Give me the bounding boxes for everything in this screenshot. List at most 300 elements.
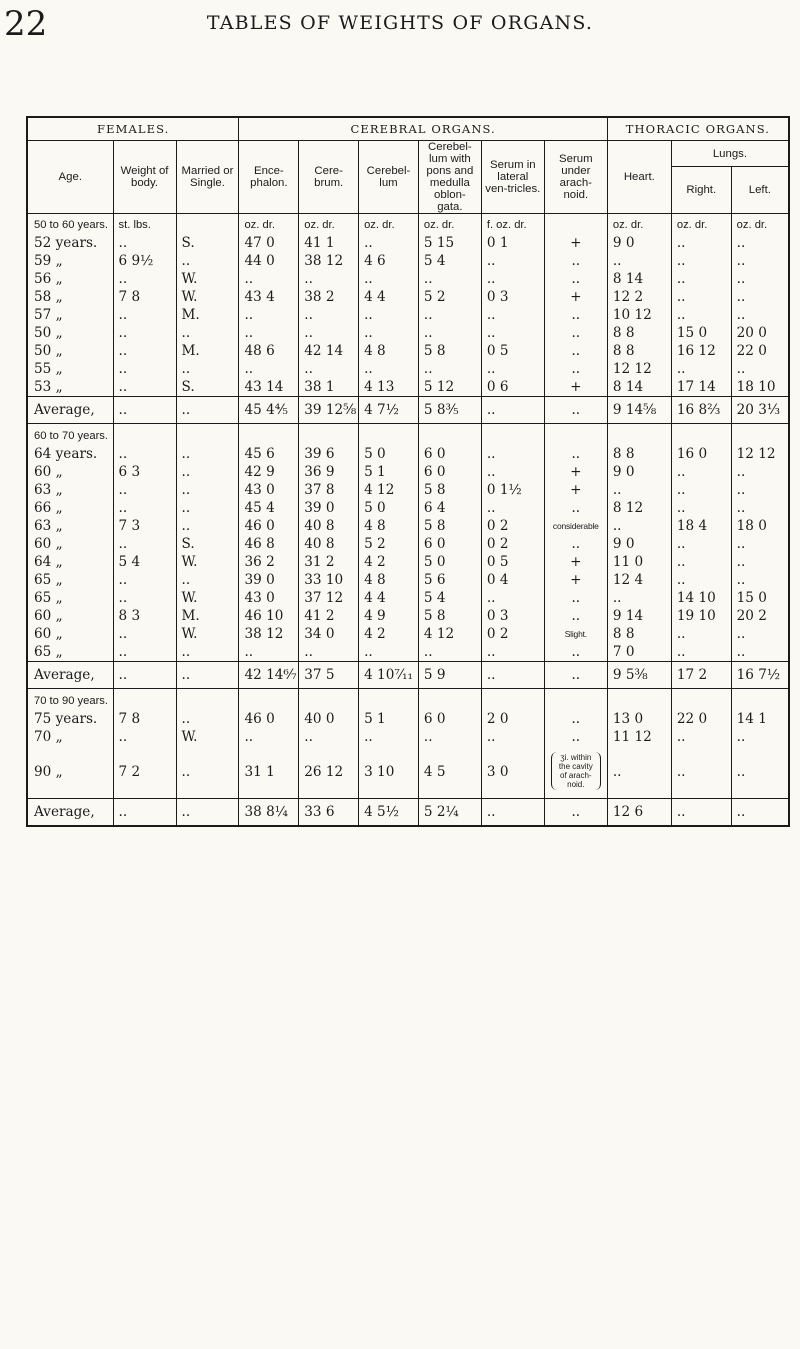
cell-lung-left: 15 0 — [731, 589, 789, 607]
cell-pons: 5 4 — [418, 252, 481, 270]
cell-cerebellum: 4 6 — [359, 252, 419, 270]
empty-cell — [671, 689, 731, 711]
cell-weight: .. — [113, 643, 176, 662]
empty-cell — [113, 424, 176, 446]
cell-encephalon: .. — [239, 728, 299, 746]
cell-pons: 6 4 — [418, 499, 481, 517]
cell-lung-left: 20 2 — [731, 607, 789, 625]
cell-age: 65 „ — [27, 643, 113, 662]
empty-cell — [299, 424, 359, 446]
cell-encephalon: 43 0 — [239, 481, 299, 499]
cell-serum-ventricles: .. — [481, 360, 544, 378]
cell-heart: 8 8 — [607, 445, 671, 463]
cell-lung-left: .. — [731, 360, 789, 378]
cell-married: W. — [176, 288, 239, 306]
cell-serum-ventricles: .. — [481, 252, 544, 270]
cell-encephalon: 48 6 — [239, 342, 299, 360]
average-cerebellum: 4 10⁷⁄₁₁ — [359, 662, 419, 689]
cell-lung-left: .. — [731, 306, 789, 324]
average-encephalon: 45 4⅘ — [239, 397, 299, 424]
table-row — [27, 499, 789, 517]
empty-cell — [359, 689, 419, 711]
average-row — [27, 799, 789, 827]
cell-cerebellum: 4 8 — [359, 517, 419, 535]
average-serum-ventricles: .. — [481, 662, 544, 689]
cell-heart: 8 14 — [607, 270, 671, 288]
section-header-row — [27, 424, 789, 446]
cell-pons: 6 0 — [418, 710, 481, 728]
average-cerebrum: 33 6 — [299, 799, 359, 827]
cell-weight: .. — [113, 234, 176, 252]
empty-cell — [176, 424, 239, 446]
table-row — [27, 728, 789, 746]
cell-weight: 5 4 — [113, 553, 176, 571]
cell-cerebrum: 42 14 — [299, 342, 359, 360]
cell-pons: .. — [418, 306, 481, 324]
col-lungs: Lungs. — [671, 141, 789, 167]
cell-age: 64 „ — [27, 553, 113, 571]
cell-age: 57 „ — [27, 306, 113, 324]
cell-encephalon: 46 8 — [239, 535, 299, 553]
page-number: 22 — [4, 4, 48, 44]
cell-age: 60 „ — [27, 625, 113, 643]
cell-cerebellum: 3 10 — [359, 746, 419, 799]
unit-cell: oz. dr. — [299, 214, 359, 235]
cell-pons: 5 4 — [418, 589, 481, 607]
cell-lung-right: .. — [671, 728, 731, 746]
cell-cerebrum: 34 0 — [299, 625, 359, 643]
section-label: 70 to 90 years. — [27, 689, 113, 711]
empty-cell — [607, 424, 671, 446]
section-label: 60 to 70 years. — [27, 424, 113, 446]
cell-age: 60 „ — [27, 535, 113, 553]
cell-pons: 5 6 — [418, 571, 481, 589]
cell-cerebellum: .. — [359, 728, 419, 746]
cell-weight: .. — [113, 270, 176, 288]
cell-encephalon: 45 6 — [239, 445, 299, 463]
cell-lung-left: .. — [731, 234, 789, 252]
cell-serum-ventricles: 3 0 — [481, 746, 544, 799]
average-pons: 5 8⅗ — [418, 397, 481, 424]
cell-heart: 8 8 — [607, 625, 671, 643]
cell-cerebellum: 4 9 — [359, 607, 419, 625]
cell-lung-right: .. — [671, 553, 731, 571]
cell-weight: 8 3 — [113, 607, 176, 625]
average-lung-left: 16 7½ — [731, 662, 789, 689]
cell-lung-right: .. — [671, 643, 731, 662]
cell-encephalon: 46 0 — [239, 710, 299, 728]
cell-heart: .. — [607, 517, 671, 535]
empty-cell — [607, 689, 671, 711]
cell-lung-left: 18 0 — [731, 517, 789, 535]
cell-age: 60 „ — [27, 607, 113, 625]
cell-married: .. — [176, 445, 239, 463]
empty-cell — [299, 689, 359, 711]
table-row — [27, 607, 789, 625]
cell-weight: .. — [113, 324, 176, 342]
cell-lung-right: .. — [671, 463, 731, 481]
table-row — [27, 643, 789, 662]
cell-encephalon: .. — [239, 643, 299, 662]
cell-lung-left: .. — [731, 270, 789, 288]
cell-age: 59 „ — [27, 252, 113, 270]
cell-cerebellum: 4 8 — [359, 571, 419, 589]
cell-married: M. — [176, 607, 239, 625]
cell-serum-arachnoid: .. — [544, 710, 607, 728]
cell-encephalon: 46 0 — [239, 517, 299, 535]
cell-encephalon: .. — [239, 306, 299, 324]
cell-heart: .. — [607, 589, 671, 607]
table-row — [27, 234, 789, 252]
cell-cerebellum: 4 8 — [359, 342, 419, 360]
cell-heart: 12 12 — [607, 360, 671, 378]
cell-weight: .. — [113, 445, 176, 463]
table-row — [27, 342, 789, 360]
cell-encephalon: 38 12 — [239, 625, 299, 643]
cell-serum-arachnoid: .. — [544, 728, 607, 746]
col-lung-left: Left. — [731, 167, 789, 214]
cell-heart: .. — [607, 481, 671, 499]
cell-cerebrum: .. — [299, 728, 359, 746]
cell-married: M. — [176, 342, 239, 360]
cell-married: .. — [176, 643, 239, 662]
average-cerebrum: 37 5 — [299, 662, 359, 689]
cell-serum-ventricles: 0 5 — [481, 342, 544, 360]
cell-lung-right: .. — [671, 360, 731, 378]
cell-serum-ventricles: .. — [481, 270, 544, 288]
cell-married: .. — [176, 324, 239, 342]
average-heart: 9 14⅝ — [607, 397, 671, 424]
empty-cell — [481, 689, 544, 711]
average-heart: 9 5⅜ — [607, 662, 671, 689]
cell-lung-right: .. — [671, 252, 731, 270]
cell-cerebrum: 26 12 — [299, 746, 359, 799]
cell-age: 50 „ — [27, 324, 113, 342]
cell-married: .. — [176, 360, 239, 378]
cell-serum-ventricles: 0 2 — [481, 517, 544, 535]
empty-cell — [176, 689, 239, 711]
cell-encephalon: 44 0 — [239, 252, 299, 270]
average-weight: .. — [113, 397, 176, 424]
unit-cell — [544, 214, 607, 235]
average-lung-left: 20 3⅓ — [731, 397, 789, 424]
cell-age: 65 „ — [27, 589, 113, 607]
cell-cerebellum: 4 13 — [359, 378, 419, 397]
unit-cell — [176, 214, 239, 235]
cell-heart: .. — [607, 746, 671, 799]
cell-serum-arachnoid: .. — [544, 607, 607, 625]
cell-cerebrum: .. — [299, 360, 359, 378]
unit-cell: oz. dr. — [607, 214, 671, 235]
cell-weight: 7 2 — [113, 746, 176, 799]
cell-married: .. — [176, 252, 239, 270]
cell-age: 60 „ — [27, 463, 113, 481]
empty-cell — [418, 689, 481, 711]
cell-heart: 13 0 — [607, 710, 671, 728]
cell-cerebrum: 39 6 — [299, 445, 359, 463]
cell-serum-arachnoid: .. — [544, 252, 607, 270]
empty-cell — [731, 689, 789, 711]
cell-cerebrum: .. — [299, 324, 359, 342]
col-cerebellum: Cerebel-lum — [359, 141, 419, 214]
cell-pons: .. — [418, 270, 481, 288]
table-row — [27, 252, 789, 270]
cell-lung-left: .. — [731, 463, 789, 481]
cell-heart: 8 12 — [607, 499, 671, 517]
cell-married: .. — [176, 463, 239, 481]
average-serum-ventricles: .. — [481, 397, 544, 424]
cell-heart: 11 12 — [607, 728, 671, 746]
cell-weight: 6 3 — [113, 463, 176, 481]
col-serum-arachnoid: Serum under arach-noid. — [544, 141, 607, 214]
cell-pons: .. — [418, 360, 481, 378]
arachnoid-note: ʒi. within the cavity of arach-noid. — [551, 752, 601, 790]
cell-married: W. — [176, 728, 239, 746]
cell-lung-right: .. — [671, 234, 731, 252]
cell-married: S. — [176, 234, 239, 252]
cell-serum-ventricles: .. — [481, 306, 544, 324]
cell-age: 63 „ — [27, 517, 113, 535]
table-row — [27, 306, 789, 324]
average-heart: 12 6 — [607, 799, 671, 827]
cell-serum-ventricles: 0 6 — [481, 378, 544, 397]
cell-age: 66 „ — [27, 499, 113, 517]
cell-married: .. — [176, 481, 239, 499]
average-cerebellum: 4 5½ — [359, 799, 419, 827]
cell-lung-right: 18 4 — [671, 517, 731, 535]
cell-heart: 9 14 — [607, 607, 671, 625]
cell-heart: 9 0 — [607, 535, 671, 553]
table-row — [27, 710, 789, 728]
table-row — [27, 445, 789, 463]
average-serum-arachnoid: .. — [544, 397, 607, 424]
average-cerebrum: 39 12⅝ — [299, 397, 359, 424]
unit-cell: oz. dr. — [359, 214, 419, 235]
table-row — [27, 481, 789, 499]
cell-weight: .. — [113, 378, 176, 397]
cell-married: M. — [176, 306, 239, 324]
cell-serum-arachnoid: + — [544, 481, 607, 499]
average-lung-right: 17 2 — [671, 662, 731, 689]
table-row — [27, 553, 789, 571]
cell-serum-arachnoid: + — [544, 234, 607, 252]
units-row — [27, 214, 789, 235]
average-age: Average, — [27, 799, 113, 827]
cell-cerebrum: 33 10 — [299, 571, 359, 589]
cell-cerebrum: 39 0 — [299, 499, 359, 517]
cell-cerebellum: .. — [359, 324, 419, 342]
cell-age: 70 „ — [27, 728, 113, 746]
cell-pons: 5 8 — [418, 481, 481, 499]
cell-married: .. — [176, 571, 239, 589]
cell-serum-ventricles: .. — [481, 728, 544, 746]
col-serum-ventricles: Serum in lateral ven-tricles. — [481, 141, 544, 214]
cell-cerebrum: 31 2 — [299, 553, 359, 571]
cell-weight: 7 8 — [113, 710, 176, 728]
cell-age: 56 „ — [27, 270, 113, 288]
cell-serum-ventricles: 0 2 — [481, 625, 544, 643]
cell-cerebellum: 5 0 — [359, 445, 419, 463]
cell-pons: .. — [418, 324, 481, 342]
cell-pons: .. — [418, 643, 481, 662]
cell-cerebrum: 36 9 — [299, 463, 359, 481]
average-encephalon: 42 14⁶⁄₇ — [239, 662, 299, 689]
empty-cell — [113, 689, 176, 711]
cell-weight: .. — [113, 481, 176, 499]
cell-lung-right: .. — [671, 535, 731, 553]
average-row — [27, 662, 789, 689]
col-lung-right: Right. — [671, 167, 731, 214]
cell-serum-arachnoid: .. — [544, 306, 607, 324]
cell-cerebellum: 4 4 — [359, 589, 419, 607]
cell-lung-right: 14 10 — [671, 589, 731, 607]
section-header-row — [27, 689, 789, 711]
cell-weight: .. — [113, 360, 176, 378]
cell-weight: .. — [113, 306, 176, 324]
cell-pons: 6 0 — [418, 463, 481, 481]
cell-cerebrum: 40 8 — [299, 535, 359, 553]
cell-married: W. — [176, 625, 239, 643]
cell-married: .. — [176, 710, 239, 728]
cell-cerebellum: 5 1 — [359, 710, 419, 728]
cell-cerebrum: 37 12 — [299, 589, 359, 607]
cell-lung-left: .. — [731, 746, 789, 799]
average-pons: 5 9 — [418, 662, 481, 689]
cell-cerebrum: 38 2 — [299, 288, 359, 306]
page-title: TABLES OF WEIGHTS OF ORGANS. — [206, 12, 594, 34]
cell-serum-arachnoid: + — [544, 378, 607, 397]
table-row — [27, 324, 789, 342]
cell-pons: 6 0 — [418, 445, 481, 463]
cell-encephalon: 45 4 — [239, 499, 299, 517]
cell-heart: 7 0 — [607, 643, 671, 662]
cell-cerebrum: 41 1 — [299, 234, 359, 252]
cell-cerebrum: .. — [299, 270, 359, 288]
cell-cerebellum: 5 1 — [359, 463, 419, 481]
group-thoracic: THORACIC ORGANS. — [607, 117, 789, 141]
cell-cerebellum: .. — [359, 306, 419, 324]
cell-encephalon: 36 2 — [239, 553, 299, 571]
empty-cell — [544, 424, 607, 446]
cell-married: S. — [176, 378, 239, 397]
table-row — [27, 517, 789, 535]
cell-age: 50 „ — [27, 342, 113, 360]
cell-heart: 11 0 — [607, 553, 671, 571]
cell-lung-left: .. — [731, 499, 789, 517]
cell-weight: .. — [113, 728, 176, 746]
average-married: .. — [176, 397, 239, 424]
cell-lung-right: 16 12 — [671, 342, 731, 360]
average-married: .. — [176, 799, 239, 827]
cell-serum-arachnoid — [544, 746, 607, 799]
cell-cerebrum: 38 12 — [299, 252, 359, 270]
cell-encephalon: 47 0 — [239, 234, 299, 252]
cell-lung-left: 22 0 — [731, 342, 789, 360]
cell-cerebrum: 40 0 — [299, 710, 359, 728]
cell-heart: 8 14 — [607, 378, 671, 397]
cell-lung-right: .. — [671, 481, 731, 499]
cell-age: 90 „ — [27, 746, 113, 799]
average-weight: .. — [113, 662, 176, 689]
cell-married: S. — [176, 535, 239, 553]
cell-lung-right: 17 14 — [671, 378, 731, 397]
unit-cell: st. lbs. — [113, 214, 176, 235]
cell-heart: 8 8 — [607, 324, 671, 342]
cell-serum-ventricles: 0 1 — [481, 234, 544, 252]
cell-pons: 6 0 — [418, 535, 481, 553]
cell-heart: 12 2 — [607, 288, 671, 306]
average-cerebellum: 4 7½ — [359, 397, 419, 424]
col-heart: Heart. — [607, 141, 671, 214]
cell-weight: 7 8 — [113, 288, 176, 306]
cell-lung-left: .. — [731, 535, 789, 553]
cell-lung-right: .. — [671, 571, 731, 589]
cell-lung-left: 12 12 — [731, 445, 789, 463]
col-married: Married or Single. — [176, 141, 239, 214]
cell-married: W. — [176, 553, 239, 571]
cell-serum-ventricles: .. — [481, 463, 544, 481]
cell-pons: .. — [418, 728, 481, 746]
cell-lung-left: .. — [731, 288, 789, 306]
table-row — [27, 288, 789, 306]
average-lung-right: 16 8⅔ — [671, 397, 731, 424]
cell-cerebrum: 37 8 — [299, 481, 359, 499]
cell-encephalon: 39 0 — [239, 571, 299, 589]
cell-serum-ventricles: 2 0 — [481, 710, 544, 728]
cell-cerebrum: 38 1 — [299, 378, 359, 397]
cell-serum-ventricles: .. — [481, 499, 544, 517]
cell-pons: 5 12 — [418, 378, 481, 397]
cell-weight: .. — [113, 499, 176, 517]
cell-encephalon: .. — [239, 270, 299, 288]
empty-cell — [418, 424, 481, 446]
cell-lung-left: .. — [731, 728, 789, 746]
cell-heart: 10 12 — [607, 306, 671, 324]
cell-weight: 7 3 — [113, 517, 176, 535]
empty-cell — [239, 689, 299, 711]
table-row — [27, 625, 789, 643]
unit-cell: oz. dr. — [239, 214, 299, 235]
cell-lung-right: 19 10 — [671, 607, 731, 625]
unit-cell: 50 to 60 years. — [27, 214, 113, 235]
cell-weight: .. — [113, 625, 176, 643]
cell-encephalon: .. — [239, 360, 299, 378]
organ-weights-table — [26, 116, 790, 827]
average-weight: .. — [113, 799, 176, 827]
cell-pons: 4 5 — [418, 746, 481, 799]
cell-weight: .. — [113, 535, 176, 553]
col-age: Age. — [27, 141, 113, 214]
cell-pons: 4 12 — [418, 625, 481, 643]
cell-encephalon: 31 1 — [239, 746, 299, 799]
cell-serum-ventricles: 0 2 — [481, 535, 544, 553]
empty-cell — [731, 424, 789, 446]
table-row — [27, 463, 789, 481]
cell-serum-arachnoid: .. — [544, 535, 607, 553]
group-females: FEMALES. — [27, 117, 239, 141]
cell-serum-arachnoid: + — [544, 553, 607, 571]
cell-serum-arachnoid: .. — [544, 499, 607, 517]
table-row — [27, 270, 789, 288]
cell-encephalon: 43 4 — [239, 288, 299, 306]
cell-serum-ventricles: .. — [481, 643, 544, 662]
table-row — [27, 360, 789, 378]
cell-encephalon: 42 9 — [239, 463, 299, 481]
cell-heart: 9 0 — [607, 463, 671, 481]
cell-lung-right: .. — [671, 625, 731, 643]
cell-heart: 8 8 — [607, 342, 671, 360]
cell-serum-ventricles: 0 5 — [481, 553, 544, 571]
